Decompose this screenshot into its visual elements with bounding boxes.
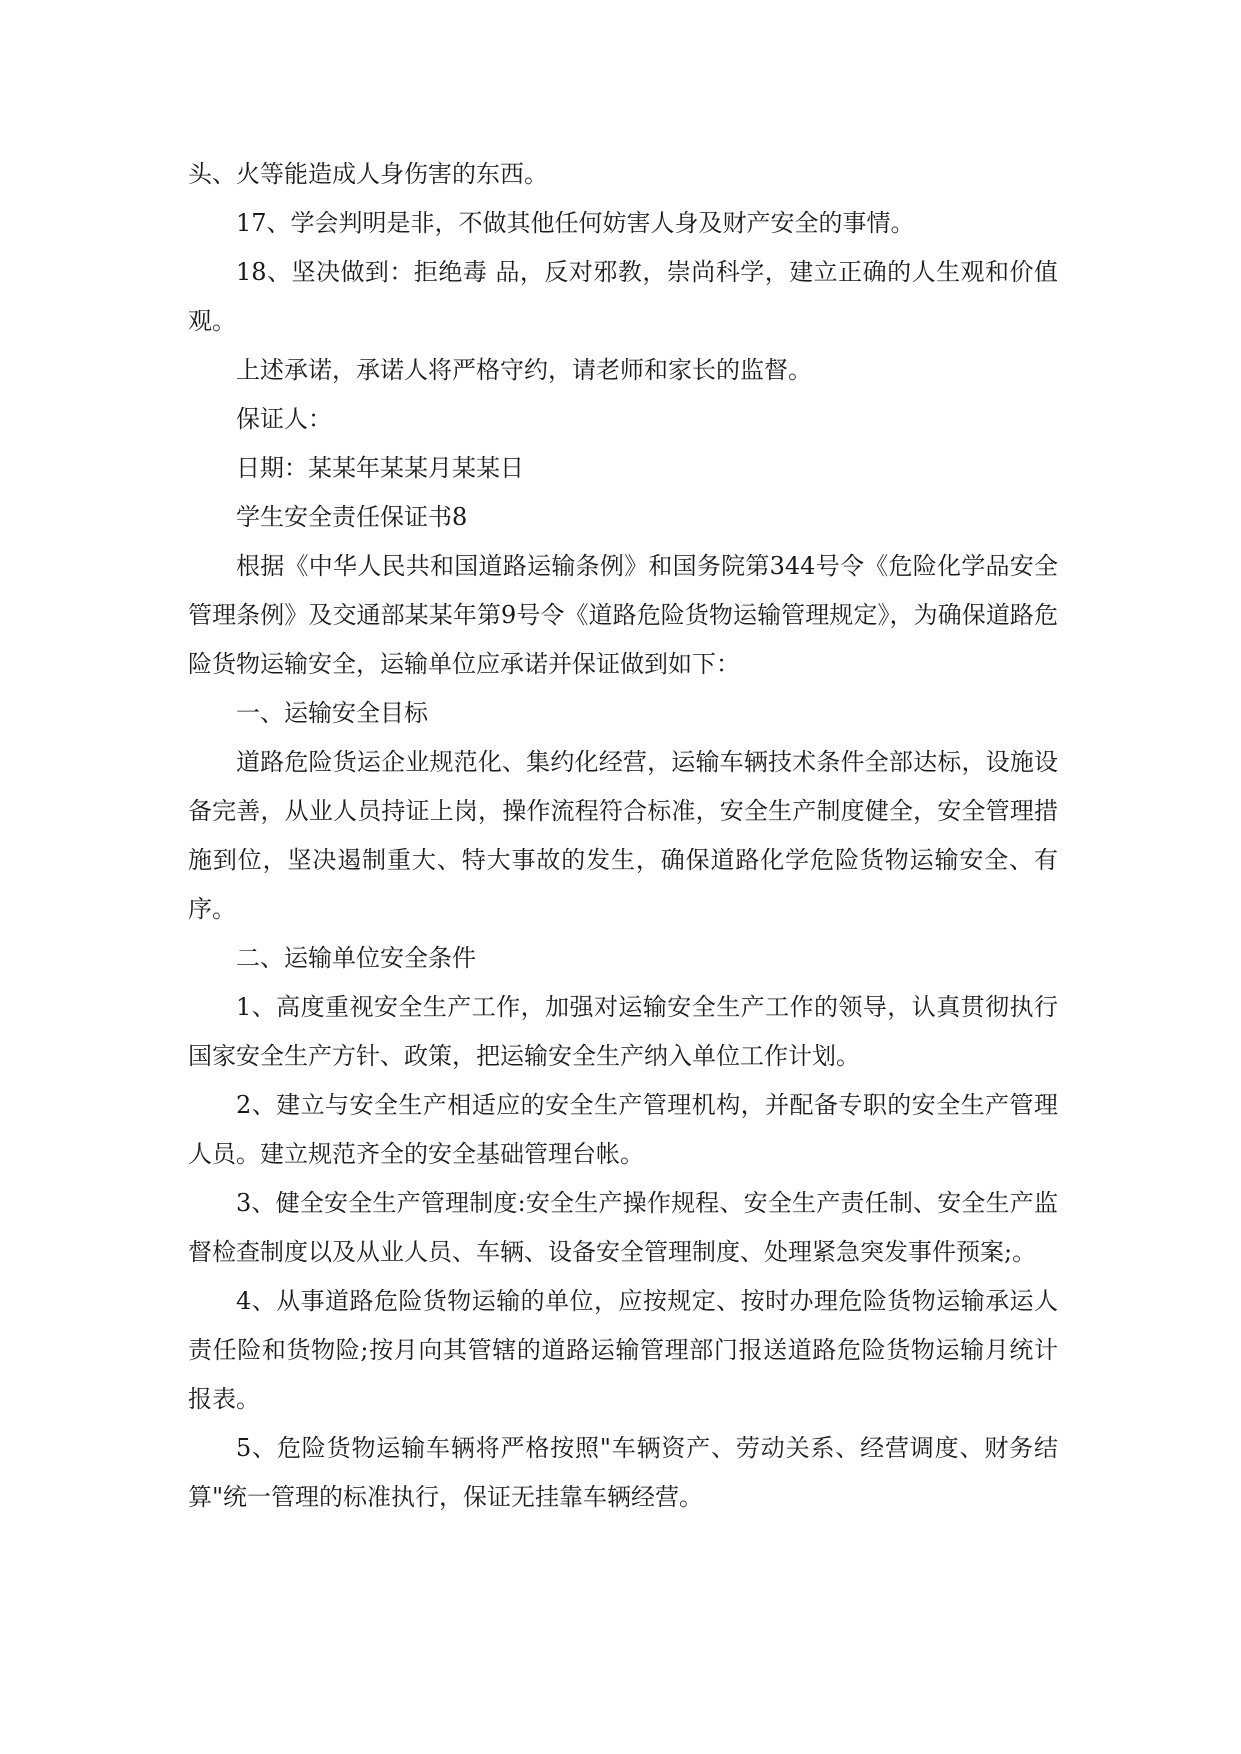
list-item: 4、从事道路危险货物运输的单位，应按规定、按时办理危险货物运输承运人责任险和货物险;按月向其管辖的道路运输管理部门报送道路危险货物运输月统计报表。	[188, 1287, 1058, 1413]
paragraph: 根据《中华人民共和国道路运输条例》和国务院第344号令《危险化学品安全管理条例》及交通部某某年第9号令《道路危险货物运输管理规定》，为确保道路危险货物运输安全，运输单位应承诺并保证做到如下：	[188, 552, 1058, 678]
paragraph: 道路危险货运企业规范化、集约化经营，运输车辆技术条件全部达标，设施设备完善，从业人员持证上岗，操作流程符合标准，安全生产制度健全，安全管理措施到位，坚决遏制重大、特大事故的发生，确保道路化学危险货物运输安全、有序。	[188, 748, 1058, 923]
list-item: 5、危险货物运输车辆将严格按照"车辆资产、劳动关系、经营调度、财务结算"统一管理的标准执行，保证无挂靠车辆经营。	[188, 1434, 1058, 1511]
section-heading: 二、运输单位安全条件	[236, 944, 476, 972]
paragraph: 头、火等能造成人身伤害的东西。	[188, 160, 548, 188]
section-heading: 一、运输安全目标	[236, 699, 428, 727]
date-line: 日期：某某年某某月某某日	[236, 454, 524, 482]
list-item: 2、建立与安全生产相适应的安全生产管理机构，并配备专职的安全生产管理人员。建立规范齐全的安全基础管理台帐。	[188, 1091, 1058, 1168]
list-item: 3、健全安全生产管理制度:安全生产操作规程、安全生产责任制、安全生产监督检查制度以及从业人员、车辆、设备安全管理制度、处理紧急突发事件预案;。	[188, 1189, 1058, 1266]
paragraph: 17、学会判明是非，不做其他任何妨害人身及财产安全的事情。	[236, 209, 915, 237]
guarantor-label: 保证人：	[236, 405, 332, 433]
section-title: 学生安全责任保证书8	[236, 503, 468, 531]
document-page	[188, 150, 1058, 1522]
list-item: 1、高度重视安全生产工作，加强对运输安全生产工作的领导，认真贯彻执行国家安全生产方针、政策，把运输安全生产纳入单位工作计划。	[188, 993, 1058, 1070]
paragraph: 18、坚决做到：拒绝毒 品，反对邪教，崇尚科学，建立正确的人生观和价值观。	[188, 258, 1058, 335]
paragraph: 上述承诺，承诺人将严格守约，请老师和家长的监督。	[236, 356, 812, 384]
